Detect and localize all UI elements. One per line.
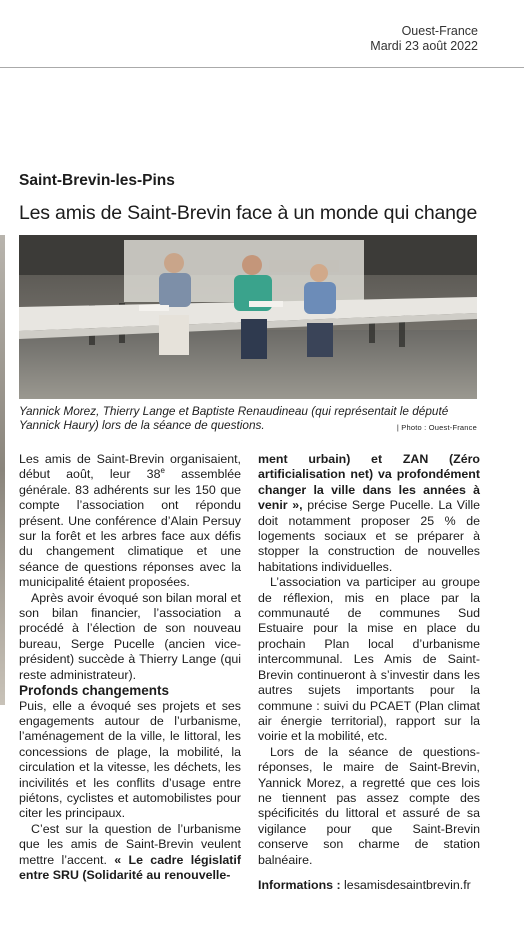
section-title: Saint-Brevin-les-Pins [19,172,175,189]
paragraph: Puis, elle a évoqué ses projets et ses engagements autour de l’urbanisme, l’aménagement de la ville, le littoral, les concessions de plage, la mobilité, la circulation et la vitesse, les déchets, les incivilités et les conflits d’usage entre piétons, cyclistes et automobilistes pour citer les principaux. [19,698,241,821]
article-column-2 [258,452,480,893]
paragraph: L’association va participer au groupe de réflexion, mis en place par la communauté de communes Sud Estuaire pour la mise en place du prochain Plan local d’urbanisme intercommunal. Les Amis de Saint-Brevin continueront à s’investir dans les autres sujets importants pour la commune : suivi du PCAET (Plan climat air énergie territorial), rapport sur la voirie et la mobilité, etc. [258,575,480,744]
info-label: Informations : [258,877,341,892]
article-photo [19,235,477,399]
paragraph: Après avoir évoqué son bilan moral et son bilan financier, l’association a procédé à l’élection de son nouveau bureau, Serge Pucelle (ancien vice-président) succède à Thierry Lange (qui reste administrateur). [19,590,241,682]
superscript: e [160,466,165,476]
paragraph [19,452,241,591]
paragraph-text: précise Serge Pucelle. La Ville doit notamment proposer 25 % de logements sociaux et se préparer à stopper la construction de nouvelles habitations individuelles. [258,498,480,574]
subheading: Profonds changements [19,683,170,699]
header-divider [0,67,524,68]
paragraph-text: assemblée générale. 83 adhérents sur les 150 que compte l’association ont répondu présent. Une conférence d’Alain Persuy sur la forêt et les arbres face aux défis du changement climatique et une séance de questions réponses avec la municipalité étaient proposées. [19,467,241,590]
paragraph [258,452,480,575]
info-website: lesamisdesaintbrevin.fr [340,877,471,892]
photo-credit: | Photo : Ouest-France [396,423,477,432]
article-headline: Les amis de Saint-Brevin face à un monde qui change [19,202,478,224]
photo-caption [19,404,477,435]
adjacent-article-edge [0,235,5,705]
paragraph [19,822,241,884]
paragraph-text: C’est sur la question de l’urbanisme que les amis de Saint-Brevin veulent mettre l’accent. [19,821,241,867]
conference-photo-illustration [19,235,477,399]
paragraph-text: Les amis de Saint-Brevin organisaient, début août, leur 38 [19,452,241,482]
quote-text: « Le cadre législatif entre SRU (Solidarité au renouvelle- [19,852,241,882]
publication-name: Ouest-France [401,24,478,38]
paragraph: Lors de la séance de questions-réponses, le maire de Saint-Brevin, Yannick Morez, a regretté que ces lois ne tiennent pas assez compte des spécificités du littoral et assuré de sa vigilance pour que Saint-Brevin conserve son charme de station balnéaire. [258,744,480,867]
quote-text: ment urbain) et ZAN (Zéro artificialisation net) va profondément changer la ville dans les années à venir », [258,452,480,513]
caption-text: Yannick Morez, Thierry Lange et Baptiste Renaudineau (qui représentait le député Yannick Haury) lors de la séance de questions. [19,404,449,432]
article-column-1 [19,452,241,883]
masthead [370,24,478,54]
publication-date: Mardi 23 août 2022 [370,39,478,53]
info-line [258,878,480,893]
